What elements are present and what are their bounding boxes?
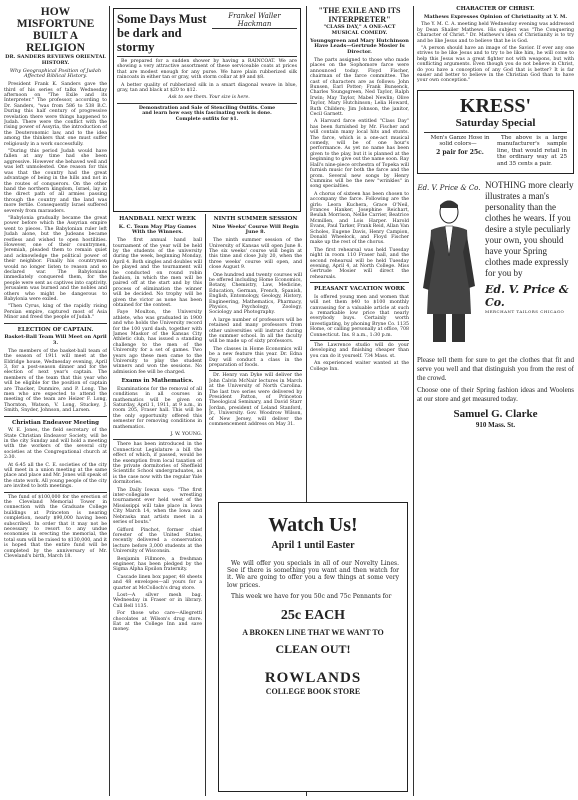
- store-name: ROWLANDS: [264, 670, 362, 687]
- subhead-sanders: DR. SANDERS REVIEWS ORIENTAL HISTORY.: [5, 54, 106, 66]
- section-exams: Exams in Mathematics.: [121, 378, 194, 385]
- subhead-handball: K. C. Team May Play Games With the Winners.: [118, 223, 197, 236]
- article-paragraph: There has been introduced in the Connecticut Legislature a bill the effect of which, if passed, would be the exemption from local taxation of the private dormitories of Sheffield Scientific School undergraduates, as is the case now with the regular Yale dormitories.: [113, 442, 202, 486]
- article-paragraph: The Daily Iowan says: "The first inter-collegiate wrestling tournament ever held west of the Mississippi will take place in Iowa City March 14, when the Iowa and Nebraska mat artists meet in a series of bouts.": [113, 487, 202, 526]
- article-paragraph: One hundred and twenty courses will be offered including Home Economics, Botany, Chemistry, Law, Medicine, Education, German, French, Spanish, English, Entomology, Geology, History, Engineering, Mathematics, Pharmacy, Physics, Psychology, Zoology, Sociology and Photography.: [209, 272, 302, 316]
- headline-summer-session: NINTH SUMMER SESSION: [213, 216, 298, 222]
- headline-exile: "THE EXILE AND ITS INTERPRETER": [318, 6, 401, 24]
- subhead-class-day: "CLASS DAY," A ONE-ACT MUSICAL COMEDY.: [323, 24, 396, 36]
- divider: [310, 340, 409, 341]
- price-company-subtitle: MERCHANT TAILORS CHICAGO: [485, 309, 565, 315]
- store-subtitle: COLLEGE BOOK STORE: [265, 687, 361, 697]
- ad-stenciling: Demonstration and Sale of Stenciling Outfits. Come and learn how easy this fascinating work is done. Complete outfits for $1.: [138, 105, 276, 122]
- divider: [4, 492, 107, 493]
- article-paragraph: The Lawrence studio will do your developing and finishing cheaper than you can do it yourself. 734 Mass. st.: [310, 342, 409, 359]
- article-paragraph: Faye Moulton, the University athlete, who was graduated in 1900 and who holds the University record for the 100 yard dash, together with James Maskor of the Kansas City Athletic club, has issued a standing challenge to the men of the University for a set of games. Two years ago these men came to the University to play the student winners and won the sessions. No admission fee will be charged.: [113, 310, 202, 375]
- price-script-logo: Ed. V. Price & Co.: [417, 184, 481, 193]
- article-paragraph: Examinations for the removal of all conditions in all courses in mathematics will be given on Saturday, April 1, 1911, at 9 a.m., in room 205, Fraser hall. This will be the only opportunity offered this semester for removing conditions in mathematics.: [113, 386, 202, 430]
- divider: [117, 103, 297, 104]
- headline-character-christ: CHARACTER OF CHRIST.: [456, 6, 535, 12]
- kress-subtitle: Saturday Special: [455, 116, 536, 129]
- column-2: [113, 216, 202, 794]
- article-paragraph: "Babylonia gradually became the great power before which the Assyrian empire went to pieces. The Babylonian ruler left Judah alone, but the Judeans became restless and wished to open hostilities. However, one of their countrymen, Jeremiah, pleaded them to remain quiet and acknowledge the political power of their neighbor. Finally his countrymen would no longer listen to reason and so declared war. The Babylonians immediately conquered them, for the people were sent as captives into captivity. Jerusalem was burned and the nobles and others who might be dangerous to Babylonia were exiled.: [4, 215, 107, 303]
- article-paragraph: A Harvard farce entitled "Class Day" has been furnished by Mr. Fischer and will contain many local hits and stunts. The farce, which is a one-act musical comedy, will be of one hour's performance. As yet no name has been given to the play, but it is planned at the beginning to give out the name soon. Ray Hall's nine-piece orchestra of Topeka will furnish music for both the farce and the prom. Several new songs by Henry Cummins will be the new "wrinkles" in song specialties.: [310, 119, 409, 190]
- ad-ask: Ask to see them. Your size is here.: [168, 95, 250, 101]
- article-paragraph: The fund of $100,000 for the erection of the Cleveland Memorial Tower in connection with the Graduate College buildings at Princeton is nearing completion, nearly $90,000 having been subscribed. In order that it may not be necessary to resort to any undue economies in erecting the memorial, the total sum will be raised to $130,000, and it is hoped that the entire fund will be completed by the anniversary of Mr. Cleveland's birth, March 18.: [4, 494, 107, 560]
- article-paragraph: The Y. M. C. A. meeting held Wednesday evening was addressed by Dean Shailer Mathews. His subject was "The Conquering Character of Christ." Dr. Mathews's idea of Christianity is to try and be like Jesus and to believe that he is God.: [417, 22, 574, 44]
- article-paragraph: The parts assigned to those who made places on the Sophomore farce were announced today. Floyd Fischer, chairman of the farce committee. The cast of characters are as follows: John Bunsen, Earl Potter; Frank Bunsenck, Charles Youngsgreen, Ned Taylor, Ralph Irwin; May Taylor, Mabel Newlin; Olive Taylor, Mary Hutchinson; Lelia Howard, Ruth Childers; Jim Johnson, the janitor, Cecil Garnett.: [310, 57, 409, 118]
- article-paragraph: "During this period Judah would have fallen at any time had she been aggressive. However she behaved well and was left unmolested. One reason for this was that the country had the great advantage of being in the hills and not in the routes of conquerors. On the other hand the northern kingdom, Israel, lay in the direct path of all armies passing through the country and the land was more fertile. Consequently Israel suffered severely from marauders.: [4, 149, 107, 214]
- article-paragraph: "Then Cyrus, king of the rapidly rising Persian empire, captured most of Asia Minor and freed the people of Judah.": [4, 304, 107, 321]
- clarke-paragraph: Choose one of their Spring fashion ideas and Woolens at our store and get measured today.: [417, 386, 574, 404]
- watch-tagline: A BROKEN LINE THAT WE WANT TO: [242, 628, 384, 638]
- column-4: [310, 6, 409, 506]
- divider: [209, 370, 302, 371]
- article-paragraph: A chorus of sixteen has been chosen to accompany the farce. Following are the girls: Leora Kuchera, Grace O'Neil, Frances Hanker, Josephine Reichart, Beulah Morrison, Nellie Carrier, Beatrice Mcmillen, and Lois Harper. Harold Evans, Paul Tarker, Frank Reid, Allan Van Scholes, Eugene Davis, Henry Campion, Donald Wheelock, and Floyd Fischer make up the rest of the chorus.: [310, 191, 409, 246]
- ad-paragraph: A better quality of rubberized silk in a smart diagonal weave in blue, gray, tan and black at $20 to $12.: [117, 82, 297, 94]
- article-paragraph: The classes in Home Economics will be a new feature this year. Dr. Edna Day will conduct a class in the preparation of foods.: [209, 346, 302, 369]
- headline-handball: HANDBALL NEXT WEEK: [119, 216, 196, 222]
- watch-price: 25c EACH: [280, 608, 346, 624]
- article-paragraph: W. E. Jones, the field secretary of the State Christian Endeavor Society, will be in the city Sunday and will hold a meeting with the workers of the several city societies at the Congregational church at 2:30.: [4, 428, 107, 461]
- column-5: [417, 6, 574, 796]
- watch-paragraph: We will offer you specials in all of our Novelty Lines. See if there is something you want and then watch for it. We are going to offer you a few things at some very low prices.: [227, 560, 399, 589]
- article-paragraph: Gifford Pinchot, former chief forester of the United States, recently delivered a conservation lecture before 3,000 students at the University of Wisconsin.: [113, 527, 202, 555]
- column-rule: [413, 6, 414, 796]
- watch-title: Watch Us!: [268, 514, 358, 536]
- article-paragraph: Benjamin Fillmore, a freshman engineer, has been pledged by the Sigma Alpha Epsilon fraternity.: [113, 556, 202, 573]
- signature: J. W. YOUNG.: [170, 432, 202, 437]
- price-company: Ed. V. Price & Co.: [485, 283, 569, 310]
- article-paragraph: Cascade linen box paper, 48 sheets and 48 envelopes—all yours for a quarter at McColloch's drug store.: [113, 574, 202, 591]
- ad-title: Some Days Must be dark and stormy: [117, 12, 207, 54]
- watch-paragraph: This week we have for you 50c and 75c Pennants for: [231, 592, 392, 600]
- watch-us-ad: [218, 502, 408, 792]
- article-paragraph: Lost—A silver mesh bag. Wednesday in Fraser or in library. Call Bell 1135.: [113, 592, 202, 609]
- watch-tagline-2: CLEAN OUT!: [275, 642, 351, 657]
- column-rule: [109, 6, 110, 796]
- clarke-address: 910 Mass. St.: [475, 421, 516, 430]
- subhead-leads: Youngsgreen and Mary Hutchinson Have Leads—Gertrude Mosier Is Director.: [310, 37, 409, 56]
- article-paragraph: The ninth summer session of the University of Kansas will open June 8. The six weeks' course will begin at this time and close July 20, when the three weeks' course will open, and close August 9.: [209, 238, 302, 271]
- subhead-judah: Why Geographical Position of Judah Affected Biblical History.: [9, 67, 102, 80]
- article-paragraph: Dr. Henry van Dyke will deliver the John Calvin McNair lectures in March at the University of North Carolina. The last two series were delivered by President Patton, of Princeton Theological Seminary, and David Starr Jordan, president of Leland Stanford, Jr., University. Gov. Woodrow Wilson, of New Jersey, will deliver the commencement address on May 31.: [209, 373, 302, 428]
- section-vacation-work: PLEASANT VACATION WORK: [314, 286, 405, 293]
- article-paragraph: "A person should have an image of the Savior. If ever any one strives to be like Jesus and to try to be like him, he will come to help this Jesus was a great fighter not with weapons, but with conflicting arguments. Even though you do not believe in Christ, do you have a conception of any God that is better? It is far easier and better to believe in the Christian God than to have your own conception.": [417, 45, 574, 84]
- ad-paragraph: Be prepared for a sudden shower by having a RAINCOAT. We are showing a very attractive assortment of these serviceable coats at prices that are modest enough for any purse. We have plain rubberized silk raincoats in either tan or gray, with storm collar at $9 and $8.: [117, 59, 297, 81]
- article-paragraph: For those who care—Allegretti chocolates at Wilson's drug store. Eat at the College Inn and save money.: [113, 611, 202, 633]
- column-1: [4, 6, 107, 796]
- divider: [113, 439, 202, 440]
- column-rule: [205, 214, 206, 796]
- kress-title: KRESS': [459, 94, 532, 117]
- watch-subtitle: April 1 until Easter: [271, 540, 355, 551]
- raincoat-ad: [113, 8, 301, 212]
- divider: [4, 416, 107, 417]
- divider: [4, 323, 107, 324]
- divider: [117, 56, 297, 57]
- brand-signature: Frankel Waller Hackman: [212, 12, 297, 29]
- article-paragraph: The first annual hand ball tournament of the year will be held by the students of the university during the week, beginning Monday, April 4. Both singles and doubles will be played and the tournament will be conducted on round robin fashion, in which the men will be paired off at the start and by this process of elimination the winner will be decided. No trophy will be given the victor as none has been obtained for the contest.: [113, 238, 202, 308]
- section-christian-endeavor: Christian Endeavor Meeting: [12, 419, 99, 426]
- divider: [424, 132, 567, 133]
- man-in-suit-illustration: [417, 196, 481, 346]
- headline-misfortune: HOW MISFORTUNE BUILT A RELIGION: [16, 6, 95, 54]
- article-paragraph: A large number of professors will be retained and many professors from other universities will instruct during the summer school. In all the faculty will be made up of sixty professors.: [209, 317, 302, 345]
- subhead-mathews: Mathews Expresses Opinion of Christianity at Y. M.: [423, 13, 568, 20]
- kress-ad: [417, 90, 574, 175]
- column-3: [209, 216, 302, 496]
- nothing-paragraph: NOTHING more clearly illustrates a man's personality than the clothes he wears. If you desire a style peculiarly your own, you should have your Spring clothes made expressly for you by: [485, 180, 574, 279]
- subhead-basketball: Basket-Ball Team Will Meet on April 3.: [4, 334, 107, 346]
- section-election: ELECTION OF CAPTAIN.: [17, 326, 94, 333]
- kress-paragraph: The above is a large manufacturer's sample line, that would retail in the ordinary way at 25 and 35 cents a pair.: [497, 134, 567, 167]
- article-paragraph: Is offered young men and women that will net them $40 to $100 monthly canvassing for a valuable article at such a remarkable low price that nearly everybody buys. Certainly worth investigating, by phoning Bryne Co. 1135 Home, or calling personally at office, 708 Connecticut. Ins. 8 a.m., 1:30 p.m.: [310, 294, 409, 338]
- kress-price: 2 pair for 25c.: [436, 148, 484, 156]
- article-paragraph: President Frank K. Sanders gave the third of his series of talks Wednesday afternoon on "The Exile and its Interpreter." The professor, according to Dr. Sanders, "was from 586 to 538 B.C. During this half century of progressive revelation there were things happened to Judah. There were the conflict with the rising power of Assyria, the introduction of the Deuteronomic law, and to the idea among the thinkers that one must suffer religiously in a work successfully.: [4, 82, 107, 147]
- clarke-paragraph: Please tell them for sure to get the clothes that fit and serve you well and that distinguish you from the rest of the crowd.: [417, 356, 574, 383]
- clarke-name: Samuel G. Clarke: [453, 408, 538, 421]
- article-paragraph: The members of the basket-ball team of the season of 1911 will meet at the Eldridge house, Wednesday evening, April 3, for a post-season dinner and for the election of next year's captain. The members of the team that this year who will be eligible for the position of captain are Thacker, Dunmire, and P. Long. The men who are expected to attend the meeting of the team are Heizer F. Long, Thornton, Watson, V. Long, Stuckey, J. Smith, Snyder, Johnson, and Larsen.: [4, 348, 107, 414]
- kress-item: Men's Ganze Hose in solid colors—: [430, 134, 490, 148]
- article-paragraph: At 6:45 all the C. E. societies of the city will meet in a union meeting at the same place and place and Mr. Jones will speak of the state work. All young people of the city are invited to both meetings.: [4, 462, 107, 490]
- article-paragraph: The first rehearsal was held Tuesday night in room 110 Fraser hall, and the second rehearsal will be held Tuesday evening, April 4, at North College. Miss Gertrude Mosier will direct the rehearsals.: [310, 247, 409, 280]
- subhead-summer: Nine Weeks' Course Will Begin June 8.: [212, 223, 299, 236]
- article-paragraph: An experienced waiter wanted at the College Inn.: [310, 361, 409, 372]
- divider: [310, 282, 409, 283]
